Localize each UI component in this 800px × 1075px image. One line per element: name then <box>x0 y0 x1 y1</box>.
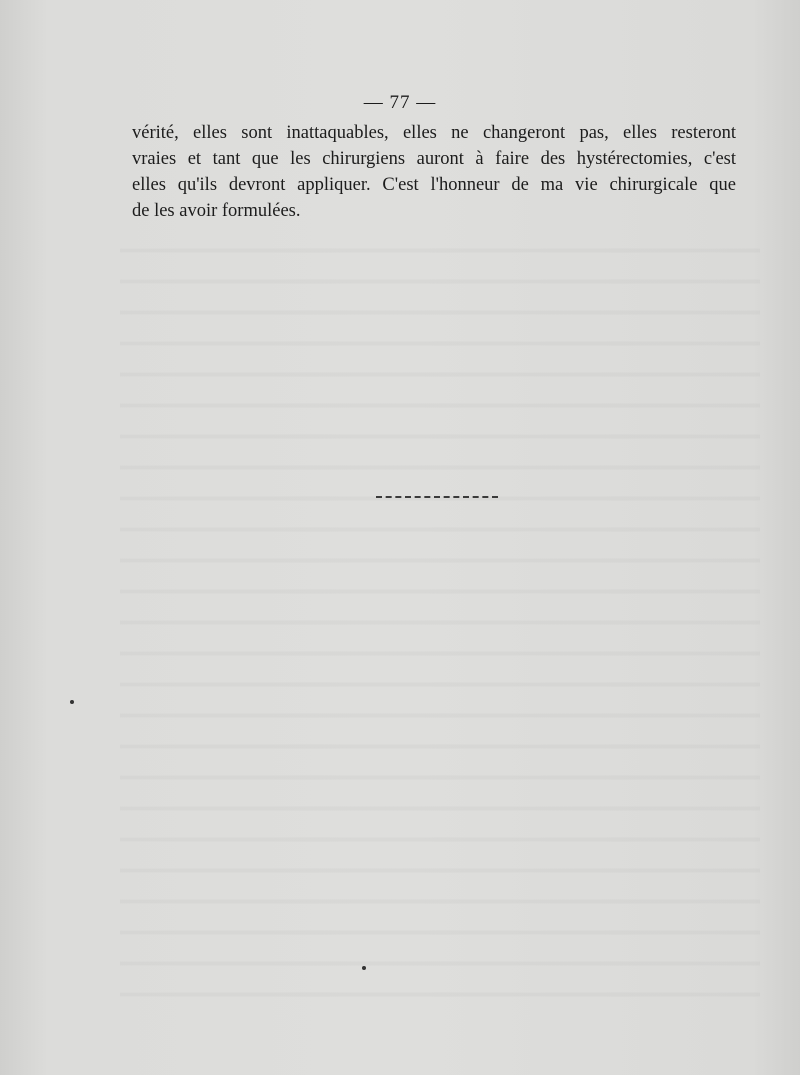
paragraph <box>132 120 736 224</box>
ink-speck <box>70 700 74 704</box>
ink-speck <box>362 966 366 970</box>
paragraph-line: vraies et tant que les chirurgiens auront à faire des hystérectomies, c'est <box>132 149 736 169</box>
paragraph-line: vérité, elles sont inattaquables, elles ne changeront pas, elles resteront <box>132 123 736 143</box>
section-divider <box>376 496 498 498</box>
paragraph-line: elles qu'ils devront appliquer. C'est l'honneur de ma vie chirurgicale que <box>132 175 736 195</box>
page-number: — 77 — <box>363 92 437 113</box>
paragraph-line: de les avoir formulées. <box>132 201 301 221</box>
show-through-text <box>120 230 760 1010</box>
